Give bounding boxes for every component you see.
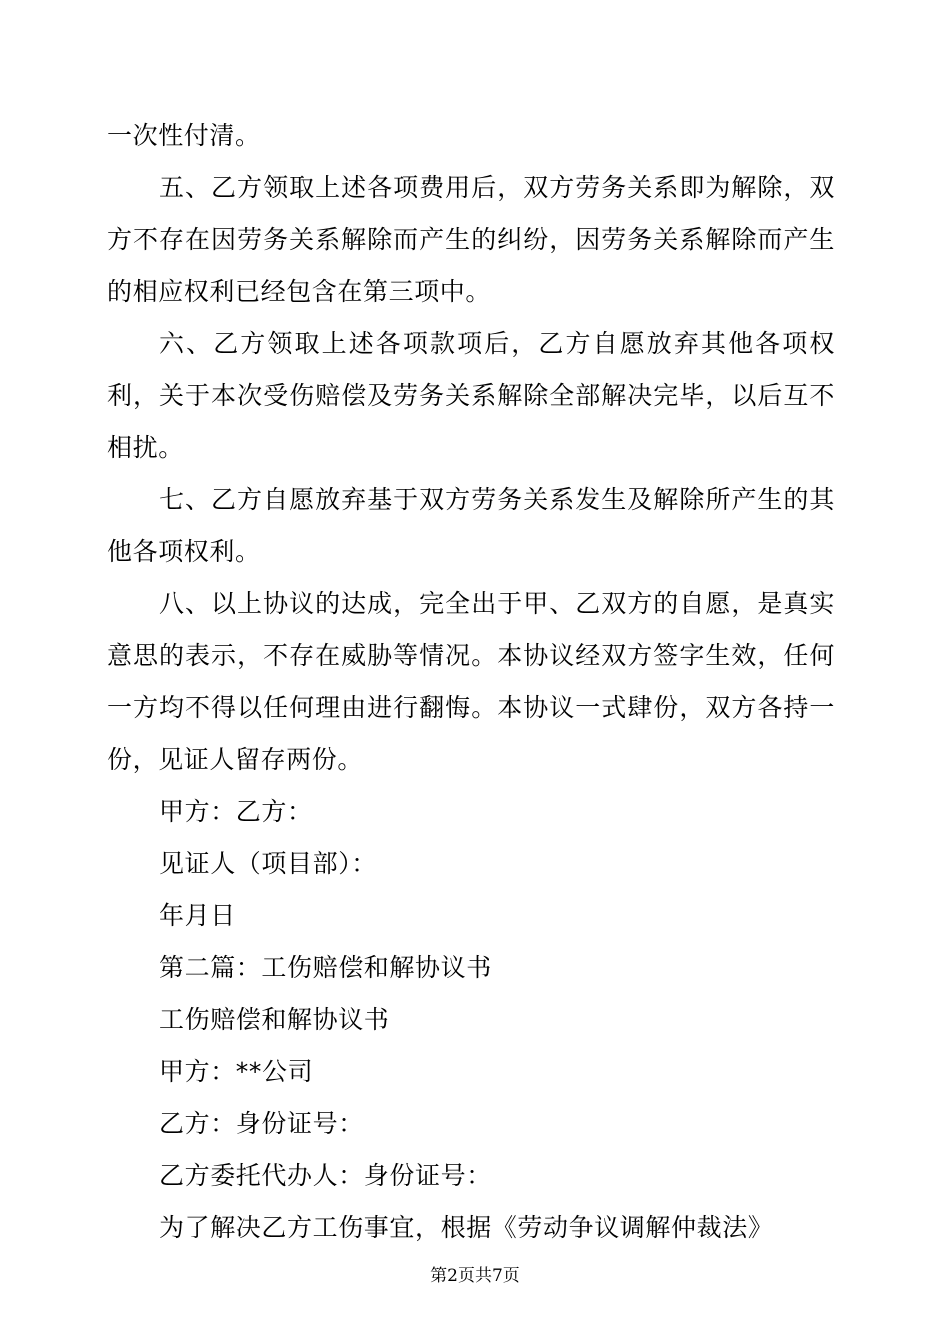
party-b-line: 乙方：身份证号：	[159, 1109, 364, 1138]
paragraph-continuation: 一次性付清。	[107, 121, 261, 150]
witness-line: 见证人（项目部）：	[159, 849, 377, 878]
paragraph-clause-7: 七、乙方自愿放弃基于双方劳务关系发生及解除所产生的其他各项权利。	[107, 485, 835, 566]
date-line: 年月日	[159, 901, 236, 930]
signature-parties-line: 甲方：乙方：	[159, 797, 313, 826]
document-body	[107, 110, 835, 1254]
party-b-agent-line: 乙方委托代办人：身份证号：	[159, 1161, 492, 1190]
section-heading: 第二篇：工伤赔偿和解协议书	[159, 953, 492, 982]
document-title: 工伤赔偿和解协议书	[159, 1005, 390, 1034]
paragraph-clause-5: 五、乙方领取上述各项费用后，双方劳务关系即为解除，双方不存在因劳务关系解除而产生的纠纷，因劳务关系解除而产生的相应权利已经包含在第三项中。	[107, 173, 835, 306]
paragraph-clause-8: 八、以上协议的达成，完全出于甲、乙双方的自愿，是真实意思的表示，不存在威胁等情况。本协议经双方签字生效，任何一方均不得以任何理由进行翻悔。本协议一式肆份，双方各持一份，见证人留存两份。	[107, 589, 835, 774]
party-a-line: 甲方：**公司	[159, 1057, 314, 1086]
paragraph-clause-6: 六、乙方领取上述各项款项后，乙方自愿放弃其他各项权利，关于本次受伤赔偿及劳务关系解除全部解决完毕，以后互不相扰。	[107, 329, 835, 462]
preamble-line: 为了解决乙方工伤事宜，根据《劳动争议调解仲裁法》	[159, 1213, 774, 1242]
page-number-footer: 第2页共7页	[430, 1266, 520, 1286]
